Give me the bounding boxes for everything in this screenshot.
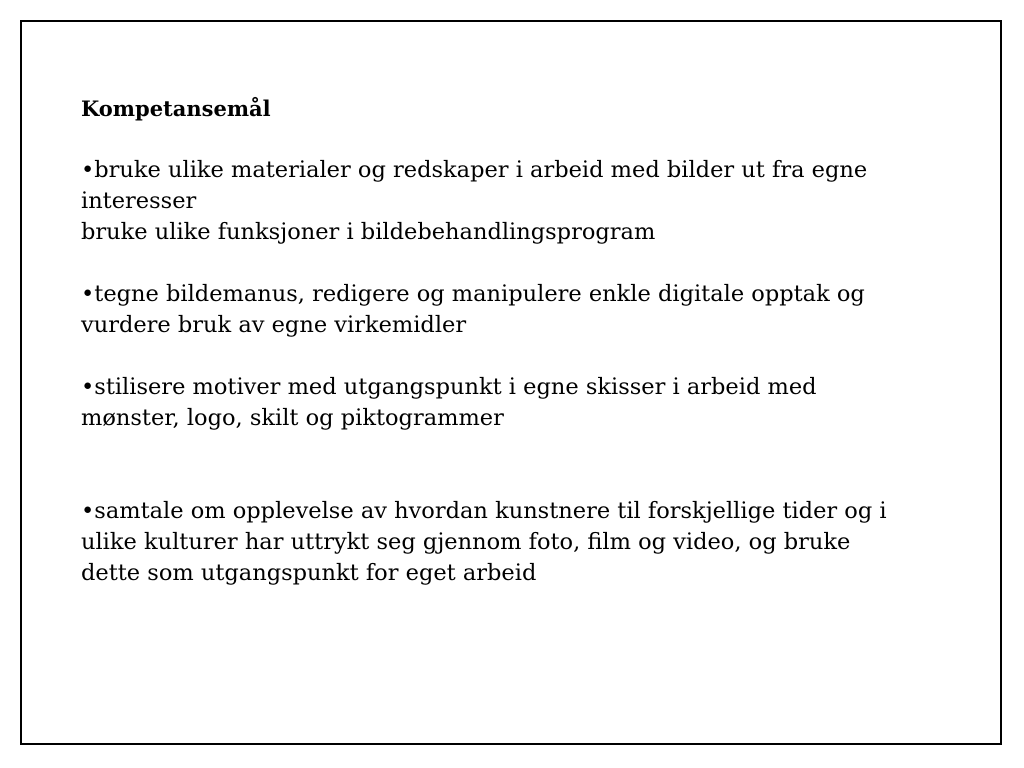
slide-title: Kompetansemål — [81, 96, 271, 121]
slide-content — [81, 94, 981, 589]
bullet-3-line-2: mønster, logo, skilt og piktogrammer — [81, 405, 504, 431]
bullet-4 — [81, 496, 981, 589]
bullet-3 — [81, 372, 981, 434]
bullet-1-line-3: bruke ulike funksjoner i bildebehandlingsprogram — [81, 219, 656, 245]
bullet-2-line-2: vurdere bruk av egne virkemidler — [81, 312, 467, 338]
bullet-4-line-2: ulike kulturer har uttrykt seg gjennom foto, film og video, og bruke — [81, 529, 851, 555]
bullet-2 — [81, 279, 981, 341]
bullet-4-line-1: •samtale om opplevelse av hvordan kunstnere til forskjellige tider og i — [81, 498, 887, 524]
bullet-4-line-3: dette som utgangspunkt for eget arbeid — [81, 560, 537, 586]
bullet-1-line-2: interesser — [81, 188, 197, 214]
bullet-2-line-1: •tegne bildemanus, redigere og manipulere enkle digitale opptak og — [81, 281, 865, 307]
bullet-3-line-1: •stilisere motiver med utgangspunkt i egne skisser i arbeid med — [81, 374, 817, 400]
bullet-1 — [81, 155, 981, 248]
slide-frame — [20, 20, 1002, 745]
bullet-1-line-1: •bruke ulike materialer og redskaper i arbeid med bilder ut fra egne — [81, 157, 868, 183]
